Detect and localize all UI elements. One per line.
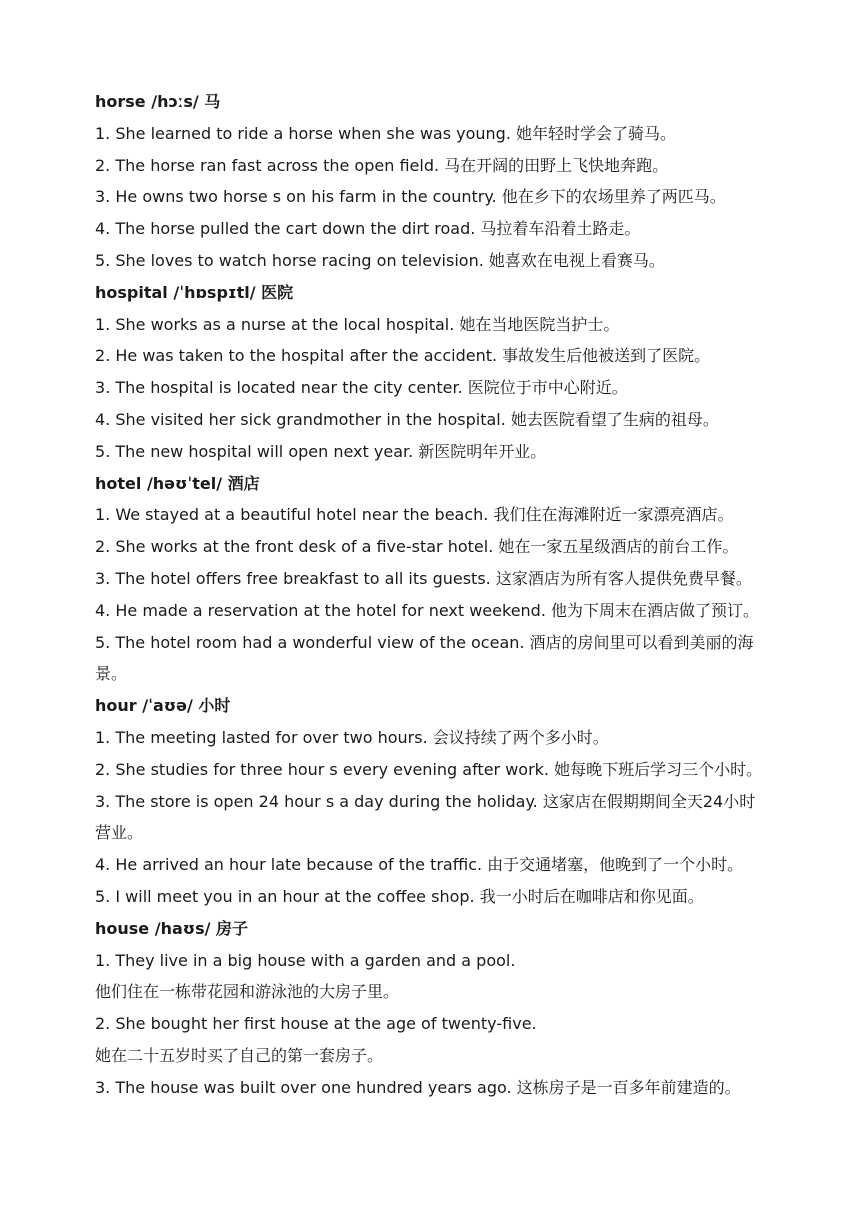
example-sentence: 4. The horse pulled the cart down the dirt road. 马拉着车沿着土路走。 (95, 219, 641, 239)
entry-hotel (95, 468, 785, 691)
example-translation: 她在二十五岁时买了自己的第一套房子。 (95, 1045, 384, 1065)
example-sentence: 2. She works at the front desk of a five-star hotel. 她在一家五星级酒店的前台工作。 (95, 537, 739, 557)
entry-house (95, 913, 785, 1104)
example-sentence-continuation: 景。 (95, 664, 128, 684)
entry-horse (95, 86, 785, 277)
entry-hospital (95, 277, 785, 468)
example-translation: 他们住在一栋带花园和游泳池的大房子里。 (95, 982, 400, 1002)
example-sentence: 1. They live in a big house with a garden and a pool. (95, 950, 516, 970)
entry-heading: horse /hɔːs/ 马 (95, 92, 221, 111)
example-sentence: 3. The house was built over one hundred years ago. 这栋房子是一百多年前建造的。 (95, 1077, 741, 1097)
example-sentence: 1. She learned to ride a horse when she was young. 她年轻时学会了骑马。 (95, 123, 677, 143)
example-sentence: 5. I will meet you in an hour at the coffee shop. 我一小时后在咖啡店和你见面。 (95, 886, 704, 906)
example-sentence: 4. He made a reservation at the hotel for next weekend. 他为下周末在酒店做了预订。 (95, 600, 760, 620)
example-sentence-continuation: 营业。 (95, 823, 144, 843)
example-sentence: 1. The meeting lasted for over two hours. 会议持续了两个多小时。 (95, 727, 609, 747)
entry-heading: hotel /həʊˈtel/ 酒店 (95, 473, 260, 493)
example-sentence: 3. He owns two horse s on his farm in the country. 他在乡下的农场里养了两匹马。 (95, 187, 726, 207)
example-sentence: 2. She bought her first house at the age of twenty-five. (95, 1014, 537, 1034)
example-sentence: 3. The hotel offers free breakfast to all its guests. 这家酒店为所有客人提供免费早餐。 (95, 568, 752, 588)
example-sentence: 1. She works as a nurse at the local hospital. 她在当地医院当护士。 (95, 314, 620, 334)
entry-heading: hour /ˈaʊə/ 小时 (95, 696, 231, 716)
example-sentence: 5. The hotel room had a wonderful view of the ocean. 酒店的房间里可以看到美丽的海 (95, 632, 754, 652)
example-sentence: 5. She loves to watch horse racing on television. 她喜欢在电视上看赛马。 (95, 250, 665, 270)
entry-heading: hospital /ˈhɒspɪtl/ 医院 (95, 282, 294, 302)
document-page (95, 86, 785, 1104)
example-sentence: 2. He was taken to the hospital after the accident. 事故发生后他被送到了医院。 (95, 346, 711, 366)
example-sentence: 3. The hospital is located near the city center. 医院位于市中心附近。 (95, 378, 628, 398)
example-sentence: 1. We stayed at a beautiful hotel near the beach. 我们住在海滩附近一家漂亮酒店。 (95, 505, 734, 525)
entry-hour (95, 690, 785, 913)
example-sentence: 4. She visited her sick grandmother in the hospital. 她去医院看望了生病的祖母。 (95, 409, 719, 429)
example-sentence: 4. He arrived an hour late because of the traffic. 由于交通堵塞，他晚到了一个小时。 (95, 855, 744, 875)
example-sentence: 3. The store is open 24 hour s a day during the holiday. 这家店在假期期间全天24小时 (95, 791, 756, 811)
example-sentence: 2. The horse ran fast across the open field. 马在开阔的田野上飞快地奔跑。 (95, 155, 669, 175)
example-sentence: 2. She studies for three hour s every evening after work. 她每晚下班后学习三个小时。 (95, 759, 763, 779)
entry-heading: house /haʊs/ 房子 (95, 918, 249, 938)
example-sentence: 5. The new hospital will open next year. 新医院明年开业。 (95, 441, 547, 461)
